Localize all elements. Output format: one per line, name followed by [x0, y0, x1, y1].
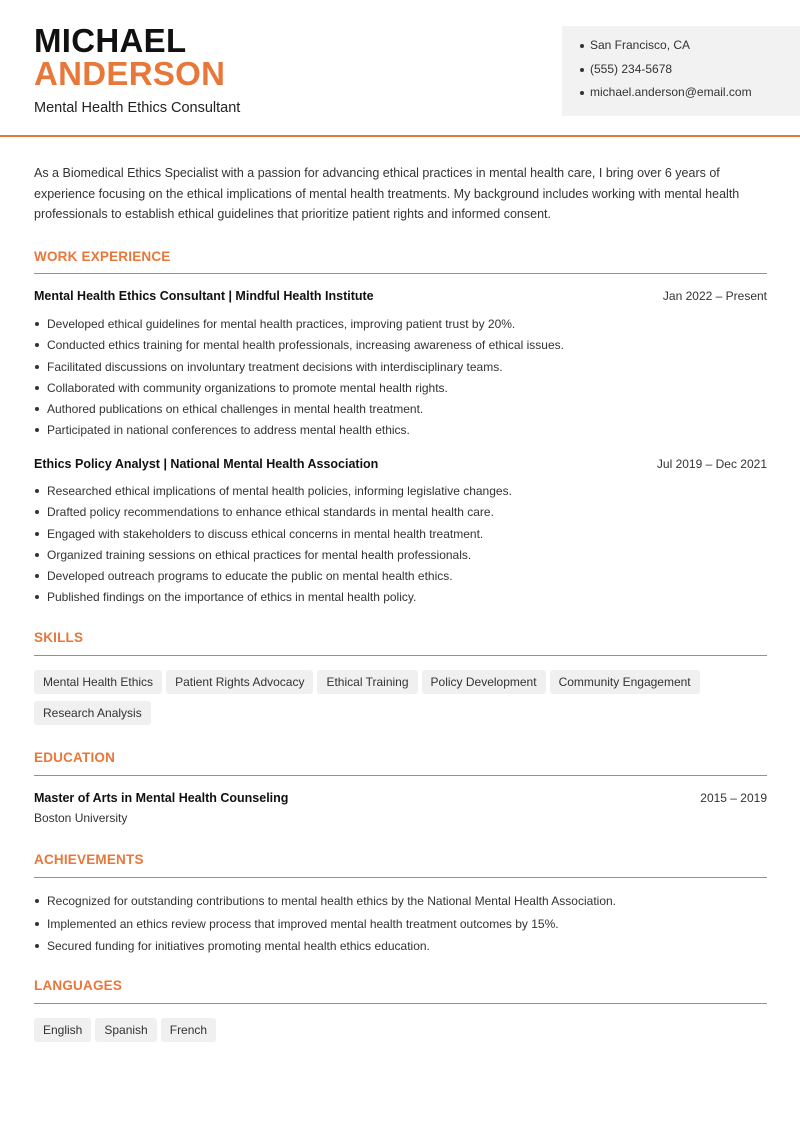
languages-heading: LANGUAGES [34, 978, 123, 993]
list-item: Facilitated discussions on involuntary treatment decisions with interdisciplinary teams. [34, 359, 767, 380]
job-bullets [34, 316, 767, 444]
school: Boston University [34, 811, 128, 825]
list-item: Drafted policy recommendations to enhance ethical standards in mental health care. [34, 504, 767, 525]
section-divider [34, 775, 767, 776]
skill-chip: Ethical Training [317, 670, 417, 694]
section-divider [34, 877, 767, 878]
skills-heading: SKILLS [34, 630, 84, 645]
list-item: Collaborated with community organizations to promote mental health rights. [34, 380, 767, 401]
contact-box [562, 26, 800, 116]
skill-chip: Community Engagement [550, 670, 700, 694]
skill-chip: Research Analysis [34, 701, 151, 725]
skill-chip: Mental Health Ethics [34, 670, 162, 694]
first-name: MICHAEL [34, 22, 187, 59]
job-header [34, 457, 767, 471]
list-item: Published findings on the importance of ethics in mental health policy. [34, 589, 767, 610]
list-item: Engaged with stakeholders to discuss ethical concerns in mental health treatment. [34, 526, 767, 547]
languages-list [34, 1018, 774, 1049]
language-chip: English [34, 1018, 91, 1042]
list-item: Researched ethical implications of mental health policies, informing legislative changes. [34, 483, 767, 504]
list-item: Organized training sessions on ethical practices for mental health professionals. [34, 547, 767, 568]
section-divider [34, 1003, 767, 1004]
education-heading: EDUCATION [34, 750, 116, 765]
skill-chip: Patient Rights Advocacy [166, 670, 313, 694]
contact-email[interactable]: michael.anderson@email.com [580, 85, 800, 109]
language-chip: Spanish [95, 1018, 156, 1042]
skill-chip: Policy Development [422, 670, 546, 694]
list-item: Implemented an ethics review process that improved mental health treatment outcomes by 15%. [34, 916, 767, 939]
list-item: Authored publications on ethical challenges in mental health treatment. [34, 401, 767, 422]
list-item: Secured funding for initiatives promoting mental health ethics education. [34, 938, 767, 961]
list-item: Developed ethical guidelines for mental health practices, improving patient trust by 20%. [34, 316, 767, 337]
contact-location: San Francisco, CA [580, 38, 800, 62]
list-item: Recognized for outstanding contributions to mental health ethics by the National Mental Health Association. [34, 893, 767, 916]
job-dates: Jan 2022 – Present [662, 289, 767, 303]
language-chip: French [161, 1018, 216, 1042]
job-role: Ethics Policy Analyst | National Mental Health Association [34, 457, 379, 471]
section-divider [34, 655, 767, 656]
achievements-list [34, 893, 767, 961]
list-item: Developed outreach programs to educate the public on mental health ethics. [34, 568, 767, 589]
list-item: Participated in national conferences to address mental health ethics. [34, 422, 767, 443]
resume-header [0, 0, 800, 137]
work-experience-heading: WORK EXPERIENCE [34, 249, 171, 264]
degree: Master of Arts in Mental Health Counseling [34, 791, 289, 805]
education-dates: 2015 – 2019 [700, 791, 767, 805]
summary-paragraph: As a Biomedical Ethics Specialist with a passion for advancing ethical practices in mental health care, I bring over 6 years of experience focusing on the ethical implications of mental health treatments. My background includes working with mental health professionals to establish ethical guidelines that prioritize patient rights and informed consent. [34, 166, 740, 221]
job-bullets [34, 483, 767, 611]
list-item: Conducted ethics training for mental health professionals, increasing awareness of ethical issues. [34, 337, 767, 358]
job-dates: Jul 2019 – Dec 2021 [656, 457, 767, 471]
last-name: ANDERSON [34, 55, 226, 92]
section-divider [34, 273, 767, 274]
achievements-heading: ACHIEVEMENTS [34, 852, 144, 867]
contact-phone: (555) 234-5678 [580, 62, 800, 86]
job-title: Mental Health Ethics Consultant [34, 100, 241, 116]
job-header [34, 289, 767, 303]
skills-list [34, 670, 774, 732]
job-role: Mental Health Ethics Consultant | Mindful Health Institute [34, 289, 374, 303]
